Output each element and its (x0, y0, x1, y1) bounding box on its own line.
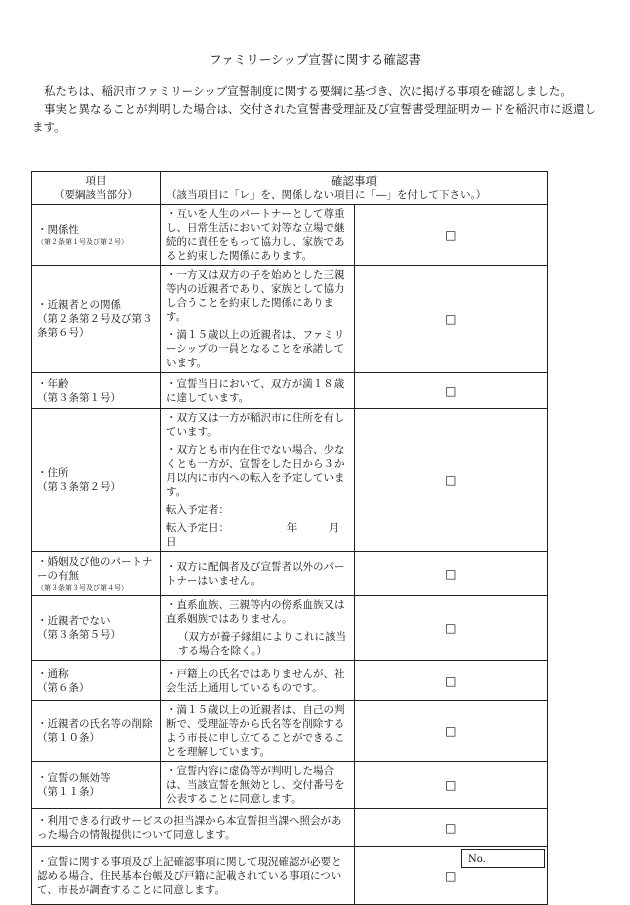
intro-text (32, 82, 602, 136)
item-ref: （第６条） (37, 681, 90, 694)
desc-cell (161, 373, 355, 409)
number-field[interactable]: No. (461, 849, 545, 868)
item-cell (32, 552, 161, 596)
item-cell (32, 409, 161, 552)
item-ref: （第３条第２号） (37, 481, 121, 493)
item-cell (32, 661, 161, 701)
consent-cell (32, 847, 355, 905)
item-label: ・住所 (37, 467, 69, 479)
desc-line: ・宣誓当日において、双方が満１８歳に達しています。 (166, 377, 345, 404)
table-row (32, 762, 548, 809)
table-row (32, 596, 548, 661)
item-cell (32, 266, 161, 373)
transfer-date-field[interactable]: 転入予定日： 年 月 日 (166, 522, 371, 548)
desc-line: ・互いを人生のパートナーとして尊重し、日常生活において対等な立場で継続的に責任をもって協力し、家族であると約束した関係にあります。 (166, 208, 345, 262)
intro-paragraph: 私たちは、稲沢市ファミリーシップ宣誓制度に関する要綱に基づき、次に掲げる事項を確認しました。 (44, 84, 572, 98)
item-ref: （第１０条） (37, 732, 100, 744)
item-header-label: 項目 (85, 175, 107, 187)
checkbox[interactable]: □ (354, 809, 548, 847)
checkbox[interactable]: □ (354, 205, 548, 266)
item-label: ・関係性 (37, 224, 79, 236)
table-row (32, 552, 548, 596)
desc-cell (161, 661, 355, 701)
checkbox[interactable]: □ (354, 701, 548, 762)
table-row (32, 701, 548, 762)
desc-line: ・満１５歳以上の近親者は、ファミリーシップの一員となることを承諾しています。 (166, 329, 345, 369)
desc-cell (161, 596, 355, 661)
desc-line: ・宣誓内容に虚偽等が判明した場合は、当該宣誓を無効とし、交付番号を公表することに同意します。 (166, 765, 345, 805)
table-row (32, 266, 548, 373)
consent-cell (32, 809, 355, 847)
item-label: ・近親者との関係 (37, 299, 121, 311)
item-label: ・年齢 (37, 377, 69, 390)
item-label: ・宣誓の無効等 (37, 772, 111, 784)
desc-line: （双方が養子縁組によりこれに該当する場合を除く。） (178, 631, 346, 657)
document-title: ファミリーシップ宣誓に関する確認書 (209, 52, 421, 67)
desc-cell (161, 762, 355, 809)
checkbox[interactable]: □ (354, 373, 548, 409)
checkbox[interactable]: □ (354, 762, 548, 809)
item-ref: （第３条第１号） (37, 391, 121, 404)
item-header-sub: （要綱該当部分） (54, 189, 138, 201)
item-cell (32, 762, 161, 809)
desc-line: ・双方に配偶者及び宣誓者以外のパートナーはいません。 (166, 560, 345, 587)
desc-cell (161, 552, 355, 596)
confirmation-table (31, 171, 548, 905)
desc-line: ・一方又は双方の子を始めとした三親等内の近親者であり、家族として協力し合うことを約束した関係にあります。 (166, 269, 345, 323)
desc-line: ・直系血族、三親等内の傍系血族又は直系姻族ではありません。 (166, 599, 345, 625)
item-label: ・通称 (37, 667, 69, 680)
item-label: ・近親者の氏名等の削除 (37, 718, 153, 730)
checkbox[interactable]: □ (354, 661, 548, 701)
checkbox[interactable]: □ (354, 552, 548, 596)
item-ref: （第２条第１号及び第２号） (37, 238, 128, 246)
desc-cell (161, 266, 355, 373)
checkbox[interactable]: □ (354, 596, 548, 661)
item-label: ・近親者でない (37, 615, 111, 627)
item-ref: （第２条第２号及び第３条第６号） (37, 313, 153, 339)
item-cell (32, 373, 161, 409)
table-row (32, 205, 548, 266)
item-cell (32, 205, 161, 266)
checkbox[interactable]: □ (354, 409, 548, 552)
checkbox[interactable]: □ (354, 266, 548, 373)
transfer-person-field[interactable]: 転入予定者： (166, 504, 229, 516)
table-row (32, 661, 548, 701)
table-row (32, 373, 548, 409)
confirm-header-note: （該当項目に「レ」を、関係しない項目に「―」を付して下さい。） (166, 189, 487, 201)
confirm-header (161, 172, 548, 205)
table-row (32, 809, 548, 847)
item-ref: （第３条第５号） (37, 629, 121, 641)
confirm-header-title: 確認事項 (331, 174, 377, 188)
consent-text: ・宣誓に関する事項及び上記確認事項に関して現況確認が必要と認める場合、住民基本台帳及び戸籍に記載されている事項について、市長が調査することに同意します。 (37, 855, 342, 896)
item-cell (32, 596, 161, 661)
desc-line: ・戸籍上の氏名ではありませんが、社会生活上通用しているものです。 (166, 667, 345, 694)
item-cell (32, 701, 161, 762)
desc-cell (161, 409, 371, 552)
checkbox[interactable]: □ (354, 847, 548, 905)
item-ref: （第３条第３号及び第４号） (37, 583, 128, 592)
intro-paragraph: 事実と異なることが判明した場合は、交付された宣誓書受理証及び宣誓書受理証明カードを稲沢市に返還します。 (32, 102, 596, 134)
item-label: ・婚姻及び他のパートナーの有無 (37, 555, 153, 582)
item-ref: （第１１条） (37, 786, 100, 798)
desc-cell (161, 205, 355, 266)
table-header-row (32, 172, 548, 205)
desc-line: ・満１５歳以上の近親者は、自己の判断で、受理証等から氏名等を削除するよう市長に申し立てることができることを理解しています。 (166, 704, 345, 758)
desc-line: ・双方とも市内在住でない場合、少なくとも一方が、宣誓をした日から３か月以内に市内への転入を予定しています。 (166, 444, 345, 498)
consent-text: ・利用できる行政サービスの担当課から本宣誓担当課へ照会があった場合の情報提供について同意します。 (37, 814, 342, 841)
desc-line: ・双方又は一方が稲沢市に住所を有しています。 (166, 412, 345, 438)
desc-cell (161, 701, 355, 762)
table-row (32, 409, 548, 552)
item-header (32, 172, 161, 205)
